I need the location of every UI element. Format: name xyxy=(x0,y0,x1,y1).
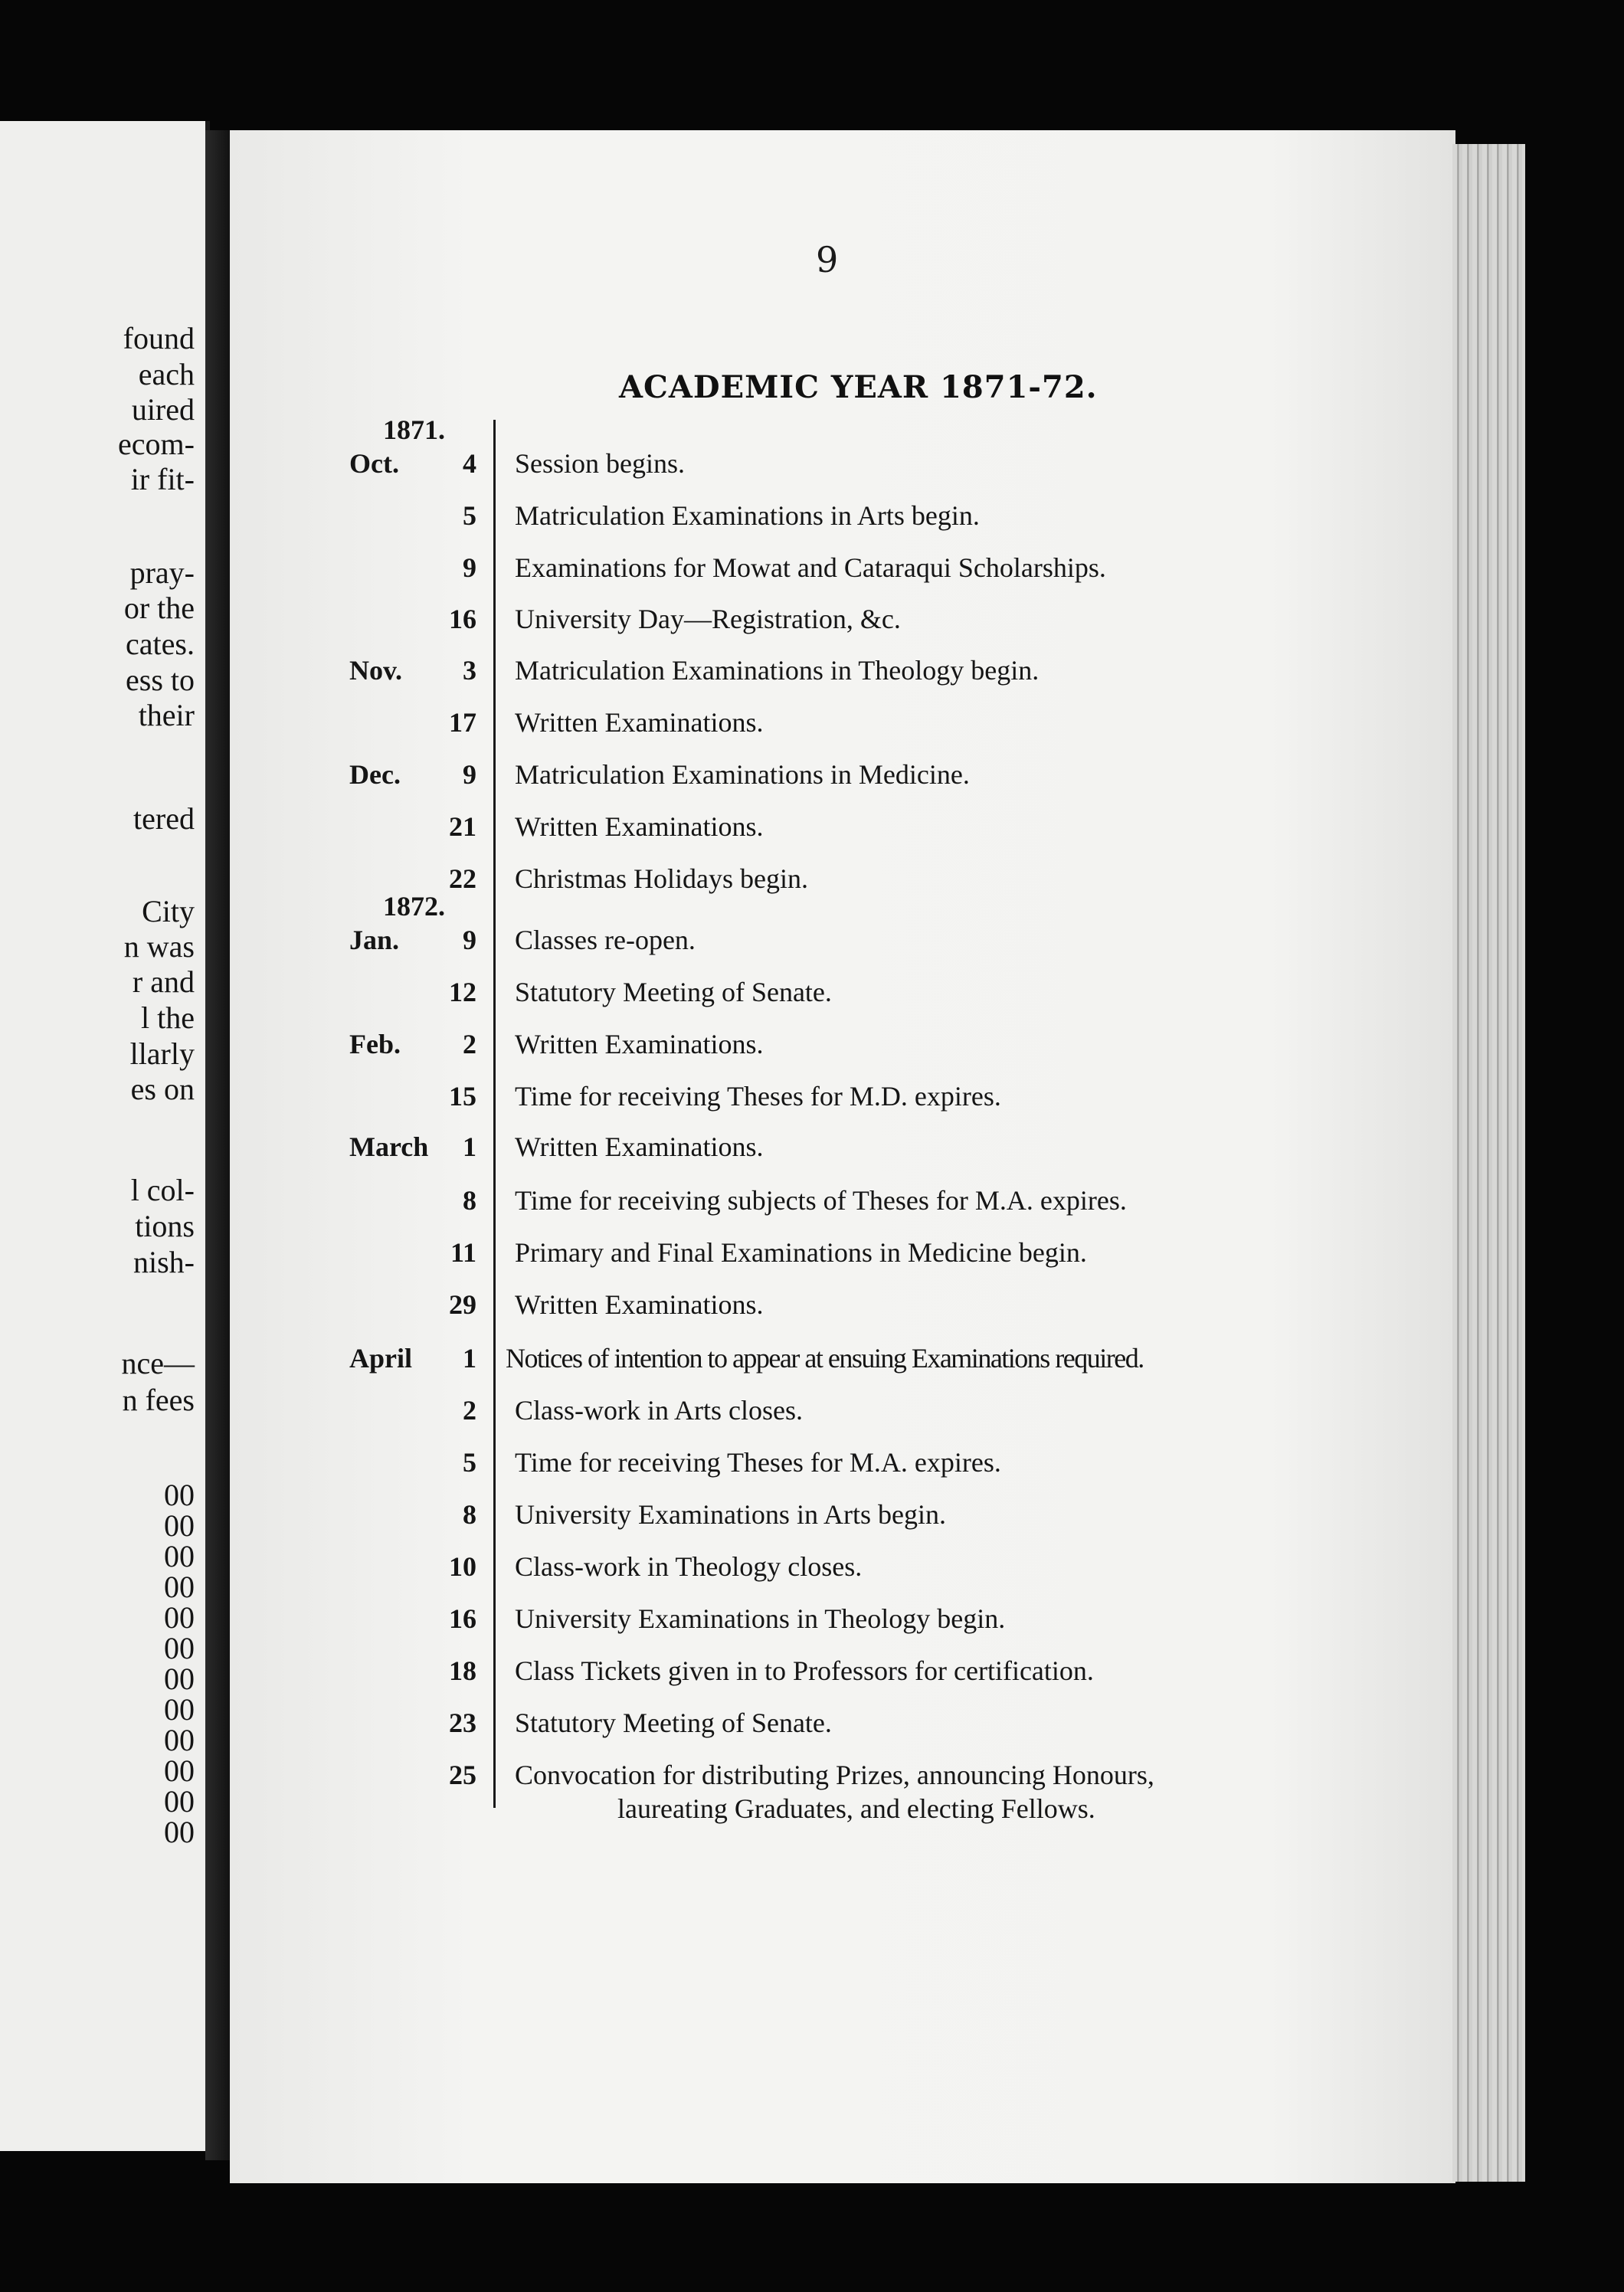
facing-page-line: or the xyxy=(123,591,195,625)
entry-description: Classes re-open. xyxy=(515,925,696,955)
entry-description: Class-work in Theology closes. xyxy=(515,1551,863,1582)
entry-day: 8 xyxy=(463,1499,476,1530)
entry-description: Statutory Meeting of Senate. xyxy=(515,1708,832,1738)
facing-page-line: llarly xyxy=(129,1036,195,1071)
entry-description: University Examinations in Arts begin. xyxy=(515,1499,946,1530)
entry-description-continued: laureating Graduates, and electing Fellows. xyxy=(617,1793,1095,1824)
entry-day: 3 xyxy=(463,655,476,686)
facing-page-line: 00 xyxy=(164,1784,195,1819)
facing-page-line: ess to xyxy=(126,663,195,697)
facing-page-line: es on xyxy=(130,1072,195,1106)
entry-year: 1872. xyxy=(383,891,445,922)
facing-page-line: 00 xyxy=(164,1570,195,1604)
entry-month: Nov. xyxy=(349,655,403,686)
facing-page-line: n was xyxy=(123,929,195,964)
facing-page-line: pray- xyxy=(129,555,195,590)
page-number: 9 xyxy=(816,239,839,280)
entry-month: Oct. xyxy=(349,448,399,479)
facing-page xyxy=(0,121,210,2151)
facing-page-line: l the xyxy=(141,1000,195,1035)
entry-description: Class Tickets given in to Professors for certification. xyxy=(515,1655,1094,1686)
entry-description: Matriculation Examinations in Medicine. xyxy=(515,759,970,790)
facing-page-line: 00 xyxy=(164,1508,195,1543)
book-binding xyxy=(205,130,231,2160)
entry-description: Written Examinations. xyxy=(515,1029,764,1059)
entry-day: 9 xyxy=(463,925,476,955)
entry-day: 23 xyxy=(449,1708,476,1738)
facing-page-line: 00 xyxy=(164,1478,195,1512)
page-title: ACADEMIC YEAR 1871-72. xyxy=(619,369,1098,405)
entry-day: 29 xyxy=(449,1289,476,1320)
entry-day: 9 xyxy=(463,759,476,790)
entry-description: Written Examinations. xyxy=(515,811,764,842)
entry-month: March xyxy=(349,1131,429,1162)
entry-description: Written Examinations. xyxy=(515,1131,764,1162)
entry-description: Convocation for distributing Prizes, announcing Honours, xyxy=(515,1760,1154,1790)
facing-page-line: 00 xyxy=(164,1815,195,1849)
entry-day: 5 xyxy=(463,1447,476,1478)
entry-month: Dec. xyxy=(349,759,401,790)
entry-description: University Examinations in Theology begin. xyxy=(515,1603,1006,1634)
entry-description: Time for receiving subjects of Theses for M.A. expires. xyxy=(515,1185,1127,1216)
entry-month: Feb. xyxy=(349,1029,401,1059)
facing-page-line: found xyxy=(123,321,195,355)
entry-day: 1 xyxy=(463,1131,476,1162)
entry-description: Matriculation Examinations in Arts begin. xyxy=(515,500,980,531)
entry-description: Written Examinations. xyxy=(515,1289,764,1320)
entry-day: 12 xyxy=(449,977,476,1007)
entry-description: Time for receiving Theses for M.A. expires. xyxy=(515,1447,1001,1478)
facing-page-line: City xyxy=(142,894,195,928)
entry-description: Notices of intention to appear at ensuing Examinations required. xyxy=(506,1343,1144,1374)
entry-description: Matriculation Examinations in Theology begin. xyxy=(515,655,1040,686)
facing-page-line: tions xyxy=(135,1209,195,1243)
entry-day: 17 xyxy=(449,707,476,738)
entry-day: 2 xyxy=(463,1395,476,1426)
facing-page-line: uired xyxy=(131,392,195,427)
entry-month: Jan. xyxy=(349,925,400,955)
facing-page-line: 00 xyxy=(164,1539,195,1573)
entry-description: Written Examinations. xyxy=(515,707,764,738)
facing-page-line: 00 xyxy=(164,1753,195,1788)
facing-page-line: 00 xyxy=(164,1600,195,1635)
entry-day: 9 xyxy=(463,552,476,583)
facing-page-line: nish- xyxy=(133,1245,195,1279)
entry-month: April xyxy=(349,1343,413,1374)
entry-day: 16 xyxy=(449,604,476,634)
entry-description: Session begins. xyxy=(515,448,686,479)
facing-page-line: ir fit- xyxy=(130,462,195,496)
facing-page-line: tered xyxy=(133,801,195,836)
entry-description: University Day—Registration, &c. xyxy=(515,604,901,634)
facing-page-line: r and xyxy=(132,964,195,999)
facing-page-line: 00 xyxy=(164,1631,195,1665)
entry-description: Class-work in Arts closes. xyxy=(515,1395,803,1426)
entry-day: 5 xyxy=(463,500,476,531)
facing-page-line: 00 xyxy=(164,1692,195,1727)
entry-day: 2 xyxy=(463,1029,476,1059)
facing-page-line: 00 xyxy=(164,1662,195,1696)
entry-day: 10 xyxy=(449,1551,476,1582)
entry-day: 1 xyxy=(463,1343,476,1374)
facing-page-line: 00 xyxy=(164,1723,195,1757)
facing-page-line: ecom- xyxy=(118,427,195,461)
entry-description: Statutory Meeting of Senate. xyxy=(515,977,832,1007)
entry-day: 16 xyxy=(449,1603,476,1634)
entry-day: 8 xyxy=(463,1185,476,1216)
entry-description: Primary and Final Examinations in Medicine begin. xyxy=(515,1237,1087,1268)
column-divider xyxy=(493,420,496,1808)
facing-page-line: n fees xyxy=(122,1383,195,1417)
entry-description: Christmas Holidays begin. xyxy=(515,863,808,894)
entry-description: Time for receiving Theses for M.D. expires. xyxy=(515,1081,1001,1112)
entry-day: 11 xyxy=(450,1237,476,1268)
facing-page-line: their xyxy=(138,698,195,732)
entry-day: 15 xyxy=(449,1081,476,1112)
entry-day: 4 xyxy=(463,448,476,479)
facing-page-line: cates. xyxy=(126,627,195,661)
page-edges xyxy=(1452,144,1525,2182)
entry-year: 1871. xyxy=(383,414,445,445)
entry-day: 22 xyxy=(449,863,476,894)
entry-day: 21 xyxy=(449,811,476,842)
facing-page-line: l col- xyxy=(130,1173,195,1207)
entry-day: 25 xyxy=(449,1760,476,1790)
entry-description: Examinations for Mowat and Cataraqui Scholarships. xyxy=(515,552,1106,583)
entry-day: 18 xyxy=(449,1655,476,1686)
facing-page-line: nce— xyxy=(121,1346,195,1380)
facing-page-line: each xyxy=(138,357,195,391)
